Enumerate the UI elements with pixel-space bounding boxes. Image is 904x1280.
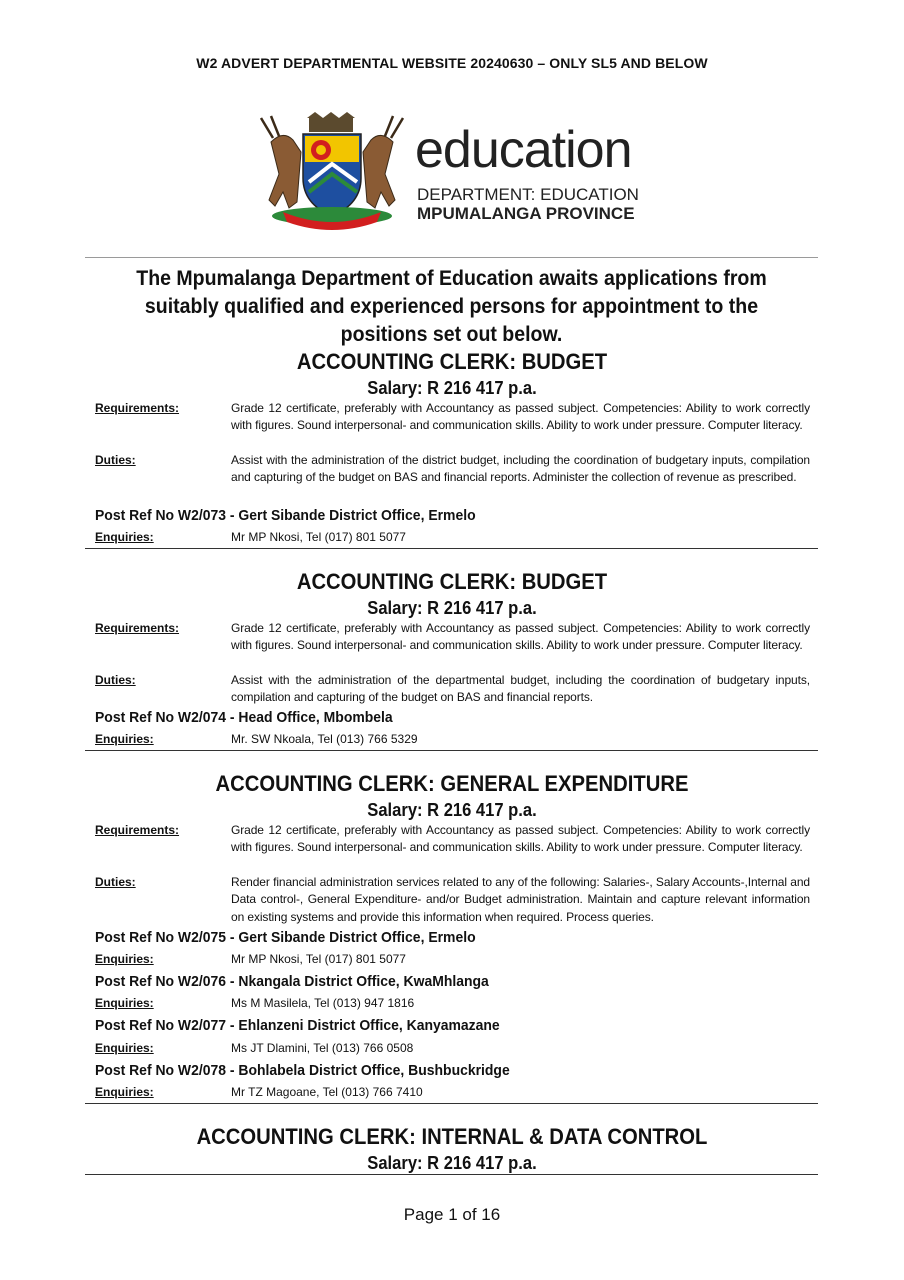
enquiry-contact: Ms JT Dlamini, Tel (013) 766 0508 [231,1041,414,1055]
logo-department: DEPARTMENT: EDUCATION [417,185,639,204]
post-ref: Post Ref No W2/075 - Gert Sibande District Office, Ermelo [95,929,476,946]
logo-wordmark: education [415,121,632,179]
intro-statement: The Mpumalanga Department of Education awaits applications from suitably qualified and experienced persons for appointment to the positions set out below. [136,267,767,346]
enquiry-contact: Mr TZ Magoane, Tel (013) 766 7410 [231,1085,423,1099]
requirements-text: Grade 12 certificate, preferably with Accountancy as passed subject. Competencies: Ability to work correctly with figures. Sound interpersonal- and communication skills. Ability to work under pressure. Computer literacy. [231,401,810,433]
post-salary: Salary: R 216 417 p.a. [367,800,537,820]
enquiry-contact: Ms M Masilela, Tel (013) 947 1816 [231,996,415,1010]
requirements-text: Grade 12 certificate, preferably with Accountancy as passed subject. Competencies: Ability to work correctly with figures. Sound interpersonal- and communication skills. Ability to work under pressure. Computer literacy. [231,621,810,653]
post-salary: Salary: R 216 417 p.a. [367,1153,537,1173]
duties-text: Assist with the administration of the district budget, including the coordination of budgetary inputs, compilation and capturing of the budget on BAS and financial reports. Administer the collection of revenue as prescribed. [231,453,810,485]
department-logo [253,112,653,230]
divider [85,1174,818,1175]
duties-text: Render financial administration services related to any of the following: Salaries-, Salary Accounts-,Internal and Data control-, General Expenditure- and/or Budget administration. Maintain and capture relevant information on existing systems and provide this information when required. Process queries. [231,875,810,924]
requirements-label: Requirements: [95,823,180,837]
duties-text: Assist with the administration of the departmental budget, including the coordination of budgetary inputs, compilation and capturing of the budget on BAS and financial reports. [231,673,810,705]
page-number: Page 1 of 16 [403,1205,501,1224]
post-ref: Post Ref No W2/078 - Bohlabela District Office, Bushbuckridge [95,1062,510,1079]
post-title: ACCOUNTING CLERK: BUDGET [296,349,608,374]
requirements-label: Requirements: [95,621,180,635]
enquiries-label: Enquiries: [95,1085,154,1099]
requirements-label: Requirements: [95,401,180,415]
post-salary: Salary: R 216 417 p.a. [367,598,537,618]
enquiry-contact: Mr MP Nkosi, Tel (017) 801 5077 [231,952,406,966]
divider [85,750,818,751]
coat-of-arms-icon [253,112,411,230]
divider [85,1103,818,1104]
requirements-text: Grade 12 certificate, preferably with Accountancy as passed subject. Competencies: Ability to work correctly with figures. Sound interpersonal- and communication skills. Ability to work under pressure. Computer literacy. [231,823,810,855]
enquiries-label: Enquiries: [95,530,154,544]
enquiries-label: Enquiries: [95,1041,154,1055]
duties-label: Duties: [95,875,136,889]
enquiries-label: Enquiries: [95,952,154,966]
duties-label: Duties: [95,673,136,687]
post-title: ACCOUNTING CLERK: GENERAL EXPENDITURE [215,771,689,796]
post-ref: Post Ref No W2/077 - Ehlanzeni District Office, Kanyamazane [95,1017,500,1034]
advert-header: W2 ADVERT DEPARTMENTAL WEBSITE 20240630 – ONLY SL5 AND BELOW [196,55,708,71]
post-title: ACCOUNTING CLERK: BUDGET [296,569,608,594]
enquiries-label: Enquiries: [95,996,154,1010]
post-ref: Post Ref No W2/074 - Head Office, Mbombela [95,709,393,726]
enquiry-contact: Mr. SW Nkoala, Tel (013) 766 5329 [231,732,418,746]
post-ref: Post Ref No W2/073 - Gert Sibande District Office, Ermelo [95,507,476,524]
divider [85,548,818,549]
post-title: ACCOUNTING CLERK: INTERNAL & DATA CONTROL [196,1124,708,1149]
post-salary: Salary: R 216 417 p.a. [367,378,537,398]
duties-label: Duties: [95,453,136,467]
enquiries-label: Enquiries: [95,732,154,746]
enquiry-contact: Mr MP Nkosi, Tel (017) 801 5077 [231,530,406,544]
post-ref: Post Ref No W2/076 - Nkangala District Office, KwaMhlanga [95,973,489,990]
divider [85,257,818,258]
logo-province: MPUMALANGA PROVINCE [417,204,635,223]
